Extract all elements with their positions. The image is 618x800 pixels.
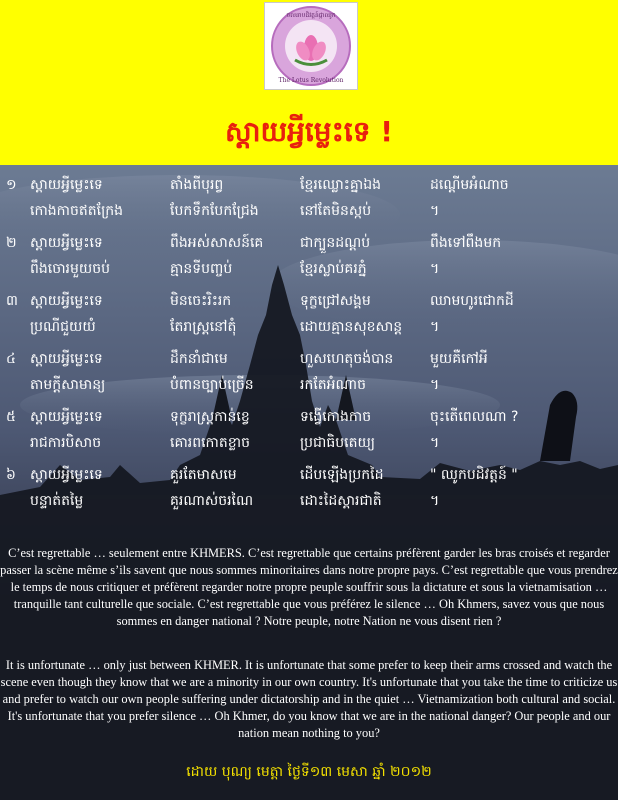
- verse-text: ស្តាយអ្វីម្លេះទេ: [30, 177, 103, 193]
- verse-text: ស្តាយអ្វីម្លេះទេ: [30, 409, 103, 425]
- stanza-number: ៤: [6, 351, 16, 367]
- stanza-6: [0, 462, 618, 520]
- verse-text: កោងកាចឥតក្រែង: [30, 203, 124, 219]
- verse-text: តាំងពីបុរព្វ: [170, 177, 224, 193]
- verse-text: ប្រណីជួយយំ: [30, 319, 96, 335]
- verse-text: មួយគឺកៅអី: [430, 351, 488, 367]
- verse-text: ខ្មែរឈ្លោះគ្នាឯង: [300, 177, 382, 193]
- verse-end-mark: ។: [430, 493, 440, 509]
- verse-text: តាមក្តីសាមាន្យ: [30, 377, 106, 393]
- verse-text: ស្តាយអ្វីម្លេះទេ: [30, 293, 103, 309]
- verse-text: ពឹងអស់សាសន៍គេ: [170, 235, 264, 251]
- verse-end-mark: ។: [430, 261, 440, 277]
- verse-text: រកតែអំណាច: [300, 377, 366, 393]
- verse-text: ហួសហេតុចង់បាន: [300, 351, 394, 367]
- stanza-number: ៣: [6, 293, 18, 309]
- english-paragraph: It is unfortunate … only just between KHMER. It is unfortunate that some prefer to keep their arms crossed and watch the scene even though they know that we are a minority in our own country. It's unfortunate that you take the time to criticize us and prefer to watch our own people suffering under dictatorship and in the quiet … Vietnamization both cultural and social. It's unfortunate that you prefer silence … Oh Khmer, do you know that we are in the national danger? Our people and our nation mean nothing to you?: [0, 658, 618, 740]
- verse-text: ដណ្តើមអំណាច: [430, 177, 509, 193]
- verse-text: ខ្មែរស្លាប់គរភ្នំ: [300, 261, 367, 277]
- verse-end-mark: ។: [430, 435, 440, 451]
- verse-text: " ឈូកបដិវត្តន៍ ": [430, 467, 518, 483]
- verse-text: ទុក្ខរាស្ត្រកាន់ខ្វេ: [170, 409, 250, 425]
- lotus-logo-icon: [265, 3, 357, 89]
- svg-text:The Lotus Revolution: The Lotus Revolution: [278, 77, 344, 84]
- verse-text: ជាក្បួនដណ្តប់: [300, 235, 371, 251]
- verse-text: ដោយគ្មានសុខសាន្ត: [300, 319, 403, 335]
- stanza-number: ១: [6, 177, 17, 193]
- poem: [0, 172, 618, 520]
- stanza-5: [0, 404, 618, 462]
- lotus-revolution-logo: [264, 2, 358, 90]
- stanza-number: ៥: [6, 409, 16, 425]
- stanza-4: [0, 346, 618, 404]
- verse-text: មិនចេះរិះរក: [170, 293, 232, 309]
- verse-text: ពឹងចោរមួយចប់: [30, 261, 110, 277]
- verse-text: ដឹកនាំជាមេ: [170, 351, 228, 367]
- verse-text: ស្តាយអ្វីម្លេះទេ: [30, 351, 103, 367]
- verse-text: បន្ទាត់តម្លៃ: [30, 493, 84, 509]
- verse-end-mark: ។: [430, 377, 440, 393]
- stanza-1: [0, 172, 618, 230]
- verse-text: គោរពកោតខ្លាច: [170, 435, 250, 451]
- verse-end-mark: ។: [430, 203, 440, 219]
- verse-text: ដើបឡើងប្រកដៃ: [300, 467, 384, 483]
- stanza-number: ៦: [6, 467, 16, 483]
- verse-text: គួរតែមាសមេ: [170, 467, 237, 483]
- verse-text: គួរណាស់ចរណៃ: [170, 493, 254, 509]
- page-title: ស្តាយអ្វីម្លេះទេ !: [224, 115, 394, 148]
- verse-text: ដោះដៃស្តារជាតិ: [300, 493, 382, 509]
- verse-text: បំពានច្បាប់ច្រើន: [170, 377, 254, 393]
- verse-text: ទង្វើកោងកាច: [300, 409, 372, 425]
- verse-text: រាជការបិសាច: [30, 435, 102, 451]
- verse-text: ពឹងទៅពឹងមក: [430, 235, 502, 251]
- french-paragraph: C’est regrettable … seulement entre KHMERS. C’est regrettable que certains préfèrent garder les bras croisés et regarder passer la scène même s’ils savent que nous sommes minoritaires dans notre propre pays. C’est regrettable que vous prendrez le temps de nous critiquer et préfèrent regarder notre propre peuple souffrir sous la dictature et sous la vietnamisation … tranquille tant culturelle que sociale. C’est regrettable que vous préférez le silence … Oh Khmers, savez vous que nous sommes en danger national ? Notre peuple, notre Nation ne vous disent rien ?: [0, 546, 618, 628]
- verse-end-mark: ។: [430, 319, 440, 335]
- verse-text: ស្តាយអ្វីម្លេះទេ: [30, 235, 103, 251]
- verse-text: ស្តាយអ្វីម្លេះទេ: [30, 467, 103, 483]
- stanza-number: ២: [6, 235, 17, 251]
- svg-text:ចលនាបដិវត្តន៍ផ្កាឈូក: ចលនាបដិវត្តន៍ផ្កាឈូក: [286, 12, 336, 19]
- yellow-header-band: [0, 0, 618, 165]
- verse-text: ឈាមហូរជោកដី: [430, 293, 514, 309]
- verse-text: ចុះតើពេលណា ?: [430, 409, 519, 425]
- stanza-3: [0, 288, 618, 346]
- verse-text: ប្រជាធិបតេយ្យ: [300, 435, 375, 451]
- verse-text: គ្មានទីបញ្ចប់: [170, 261, 233, 277]
- verse-text: បែកទឹកបែកជ្រែង: [170, 203, 259, 219]
- author-date-credit: ដោយ បុណ្យ មេត្តា ថ្ងៃទី១៣ មេសា ឆ្នាំ ២០១២: [186, 764, 432, 780]
- verse-text: នៅតែមិនស្កប់: [300, 203, 372, 219]
- stanza-2: [0, 230, 618, 288]
- verse-text: តែរាស្ត្រនៅតុំ: [170, 319, 237, 335]
- verse-text: ទុក្ខជ្រៅសង្គម: [300, 293, 371, 309]
